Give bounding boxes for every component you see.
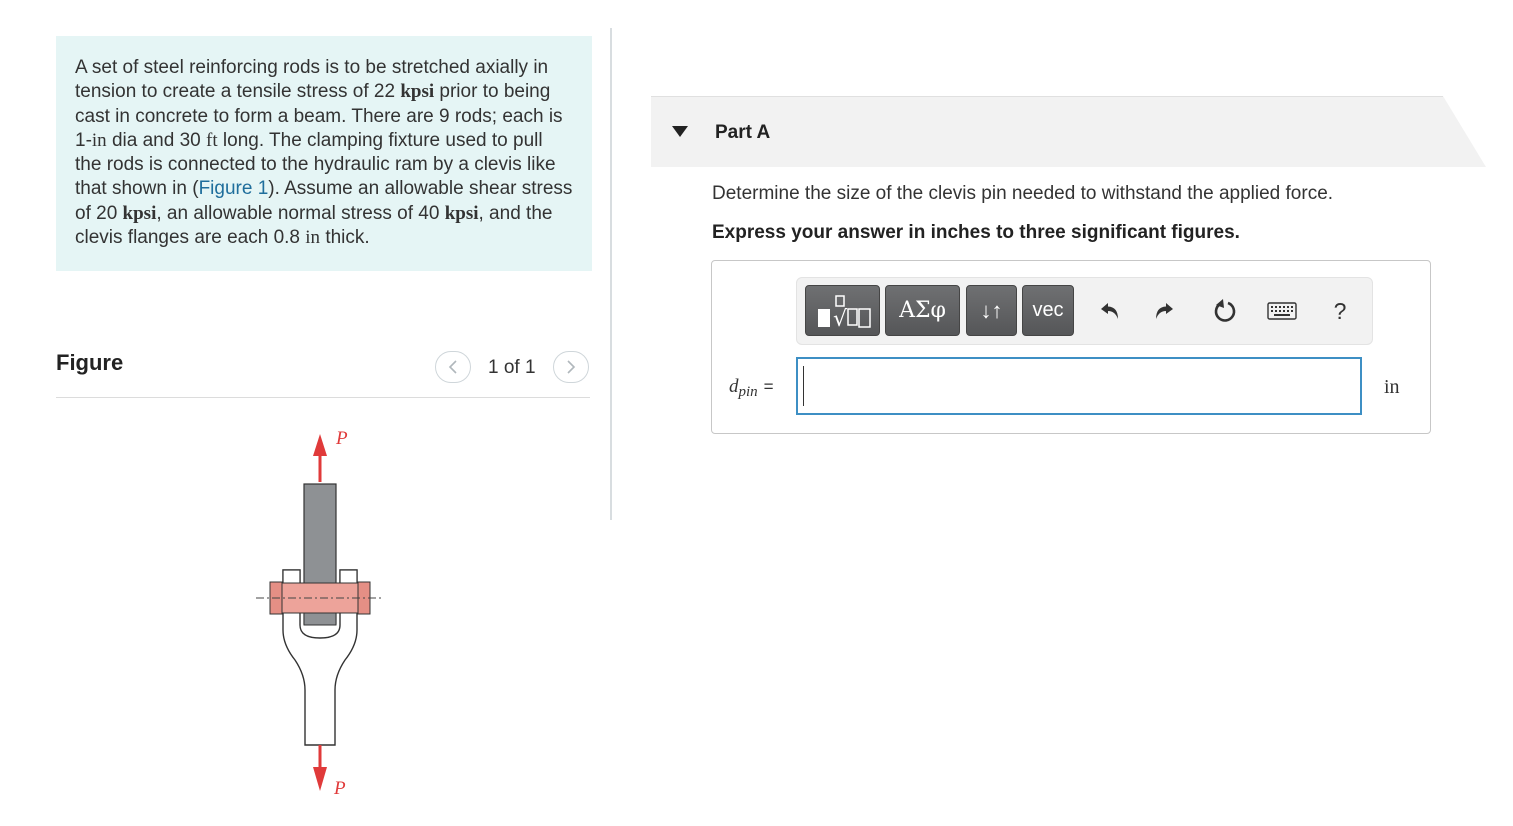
help-button[interactable]: ? xyxy=(1333,297,1347,324)
reset-icon xyxy=(1212,298,1238,324)
figure-pager: 1 of 1 xyxy=(488,357,536,378)
chevron-left-icon xyxy=(448,360,458,374)
part-title: Part A xyxy=(715,122,771,143)
next-figure-button[interactable] xyxy=(553,351,589,383)
clevis-figure xyxy=(250,420,400,810)
reset-button[interactable] xyxy=(1207,293,1243,329)
redo-icon xyxy=(1152,299,1176,323)
arrow-head-top xyxy=(313,434,327,456)
undo-icon xyxy=(1098,299,1122,323)
chevron-right-icon xyxy=(566,360,576,374)
templates-icon xyxy=(812,292,874,330)
figure-link[interactable]: Figure 1 xyxy=(198,178,269,200)
keyboard-icon xyxy=(1267,302,1297,320)
svg-text:√: √ xyxy=(832,306,847,330)
templates-button[interactable] xyxy=(805,285,880,336)
text-caret xyxy=(803,366,804,406)
instruction-text: Express your answer in inches to three significant figures. xyxy=(712,222,1240,243)
rod-end xyxy=(304,613,336,625)
problem-statement: A set of steel reinforcing rods is to be stretched axially in tension to create a tensile stress of 22 kpsi prior to being cast in concrete to form a beam. There are 9 rods; each is 1-in dia and 30 ft long. The clamping fixture used to pull the rods is connected to the hydraulic ram by a clevis like that shown in (Figure 1). Assume an allowable shear stress of 20 kpsi, an allowable normal stress of 40 kpsi, and the clevis flanges are each 0.8 in thick. xyxy=(56,36,592,271)
greek-letters-button[interactable]: ΑΣφ xyxy=(885,285,960,336)
part-header-bar xyxy=(651,96,1487,168)
answer-label: dpin = xyxy=(729,376,774,400)
arrows-button[interactable]: ↓↑ xyxy=(966,285,1017,336)
figure-title: Figure xyxy=(56,350,124,375)
answer-unit: in xyxy=(1384,376,1400,398)
question-text: Determine the size of the clevis pin needed to withstand the applied force. xyxy=(712,183,1334,204)
undo-button[interactable] xyxy=(1092,293,1128,329)
figure-divider xyxy=(56,397,590,398)
collapse-triangle-icon[interactable] xyxy=(672,126,688,138)
arrow-head-bottom xyxy=(313,767,327,791)
panel-divider xyxy=(610,28,612,520)
load-label-bottom: P xyxy=(334,778,346,799)
vector-button[interactable]: vec xyxy=(1022,285,1074,336)
previous-figure-button[interactable] xyxy=(435,351,471,383)
load-label-top: P xyxy=(336,428,348,449)
redo-button[interactable] xyxy=(1146,293,1182,329)
answer-input[interactable] xyxy=(796,357,1362,415)
keyboard-button[interactable] xyxy=(1264,293,1300,329)
